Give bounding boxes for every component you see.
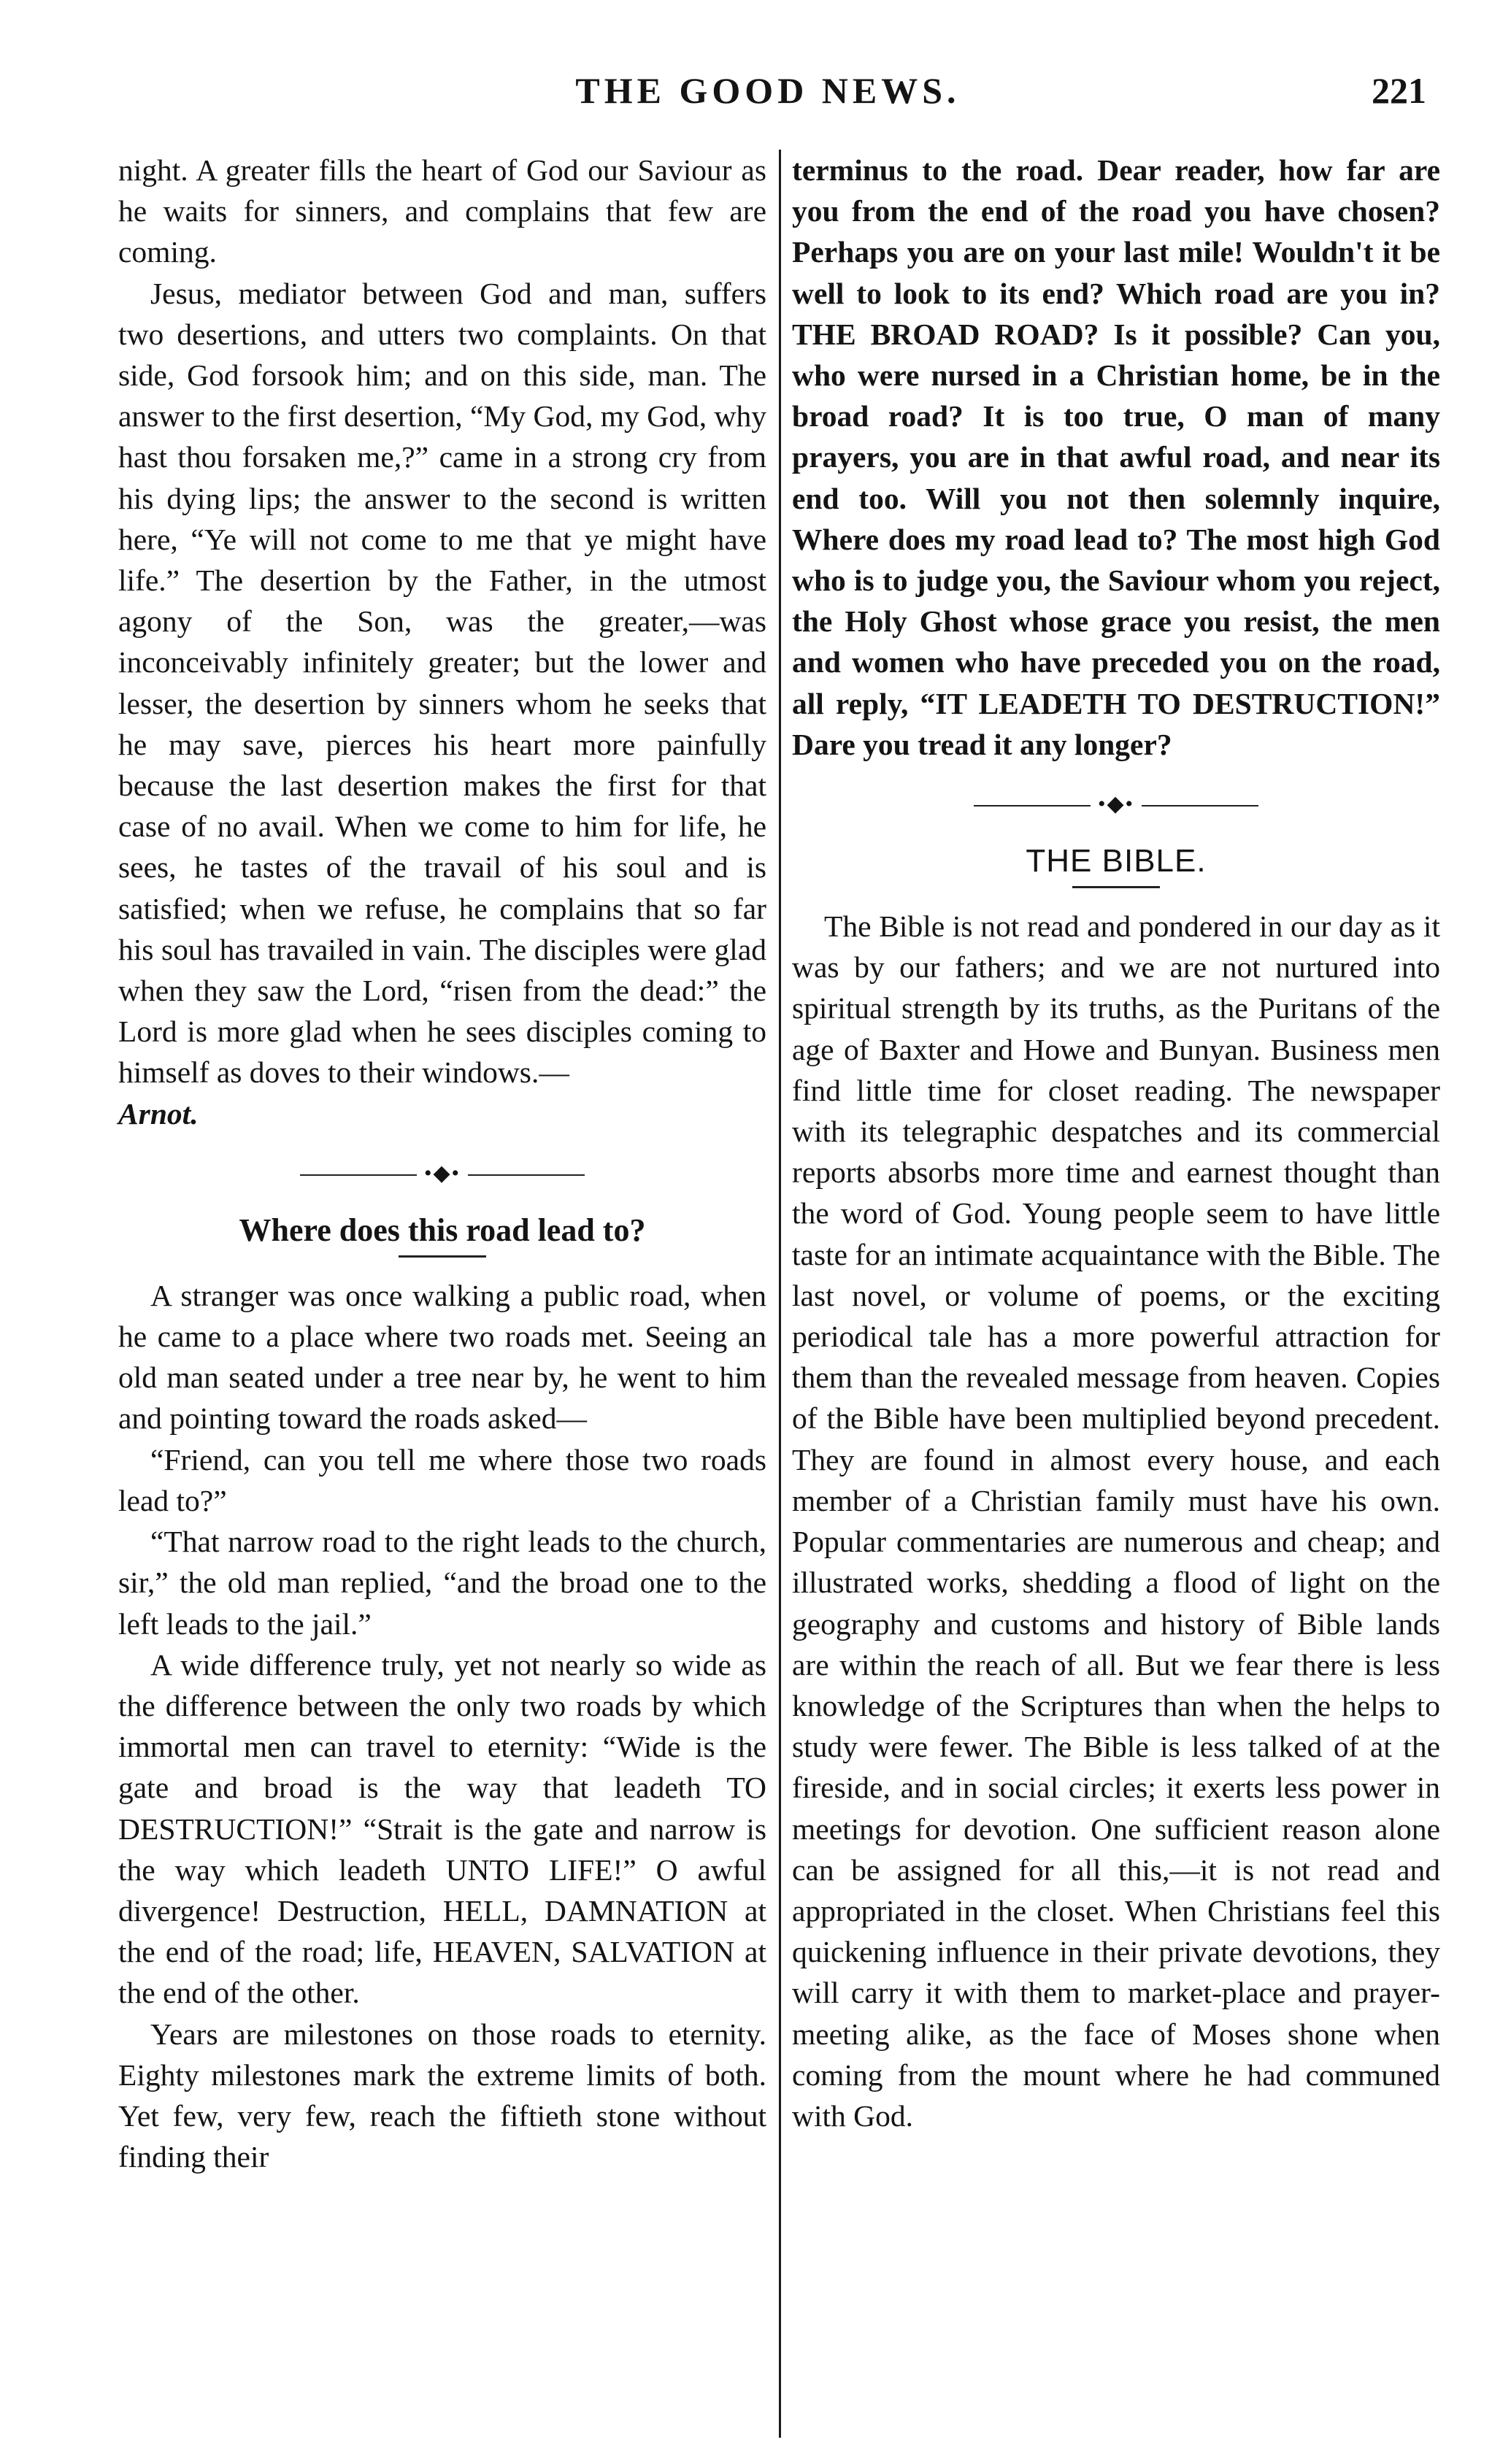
continued-paragraph: terminus to the road. Dear reader, how far are you from the end of the road you have chosen? Perhaps you are on your last mile! Wouldn't it be well to look to its end? Which road are you in? THE BROAD ROAD? Is it possible? Can you, who were nursed in a Christian home, be in the broad road? It is too true, O man of many prayers, you are in that awful road, and near its end too. Will you not then solemnly inquire, Where does my road lead to? The most high God who is to judge you, the Saviour whom you reject, the Holy Ghost whose grace you resist, the men and women who have preceded you on the road, all reply, “IT LEADETH TO DESTRUCTION!” Dare you tread it any longer? [792,153,1440,761]
title-rule [399,1255,486,1258]
attribution: Arnot. [118,1096,199,1131]
body-paragraph: Years are milestones on those roads to eternity. Eighty milestones mark the extreme limits of both. Yet few, very few, reach the fiftieth stone without finding their [118,2017,766,2174]
page-number: 221 [1372,70,1426,111]
body-paragraph: A wide difference truly, yet not nearly so wide as the difference between the only two roads by which immortal men can travel to eternity: “Wide is the gate and broad is the way that leadeth TO DESTRUCTION!” “Strait is the gate and narrow is the way which leadeth UNTO LIFE!” O awful divergence! Destruction, HELL, DAMNATION at the end of the road; life, HEAVEN, SALVATION at the end of the other. [118,1647,766,2010]
title-rule [1072,886,1160,888]
continued-paragraph: night. A greater fills the heart of God our Saviour as he waits for sinners, and complains that few are coming. [118,153,766,269]
body-paragraph: The Bible is not read and pondered in our day as it was by our fathers; and we are not nurtured into spiritual strength by its truths, as the Puritans of the age of Baxter and Howe and Bunyan. Business men find little time for closet reading. The newspaper with its telegraphic despatches and its commercial reports absorbs more time and earnest thought than the word of God. Young people seem to have little taste for an intimate acquaintance with the Bible. The last novel, or volume of poems, or the exciting periodical tale has a more powerful attraction for them than the revealed message from heaven. Copies of the Bible have been multiplied beyond precedent. They are found in almost every house, and each member of a Christian family must have his own. Popular commentaries are numerous and cheap; and illustrated works, shedding a flood of light on the geography and customs and history of Bible lands are within the reach of all. But we fear there is less knowledge of the Scriptures than when the helps to study were fewer. The Bible is less talked of at the fireside, and in social circles; it exerts less power in meetings for devotion. One sufficient reason alone can be assigned for all this,—it is not read and appropriated in the closet. When Christians feel this quickening influence in their private devotions, they will carry it with them to market-place and prayer-meeting alike, as the face of Moses shone when coming from the mount where he had communed with God. [792,909,1440,2133]
right-column [792,150,1440,2136]
section-title-road: Where does this road lead to? [239,1212,646,1248]
masthead-title: THE GOOD NEWS. [575,70,961,111]
page-header [95,69,1441,120]
column-divider [779,150,781,2438]
body-paragraph: A stranger was once walking a public road, when he came to a place where two roads met. Seeing an old man seated under a tree near by, he went to him and pointing toward the roads asked— [118,1278,766,1436]
section-divider-ornament: •◆• [792,790,1440,819]
section-title-bible: THE BIBLE. [1026,843,1207,879]
body-paragraph: Jesus, mediator between God and man, suffers two desertions, and utters two complaints. On that side, God forsook him; and on this side, man. The answer to the first desertion, “My God, my God, why hast thou forsaken me,?” came in a strong cry from his dying lips; the answer to the second is written here, “Ye will not come to me that ye might have life.” The desertion by the Father, in the utmost agony of the Son, was the greater,—was inconceivably infinitely greater; but the lower and lesser, the desertion by sinners whom he seeks that he may save, pierces his heart more painfully because the last desertion makes the first for that case of no avail. When we come to him for life, he sees, he tastes of the travail of his soul and is satisfied; when we refuse, he complains that so far his soul has travailed in vain. The disciples were glad when they saw the Lord, “risen from the dead:” the Lord is more glad when he sees disciples coming to himself as doves to their windows.— [118,276,766,1090]
body-paragraph: “Friend, can you tell me where those two roads lead to?” [118,1442,766,1517]
left-column [118,150,766,2177]
body-paragraph: “That narrow road to the right leads to the church, sir,” the old man replied, “and the broad one to the left leads to the jail.” [118,1525,766,1641]
section-divider-ornament: •◆• [118,1159,766,1188]
